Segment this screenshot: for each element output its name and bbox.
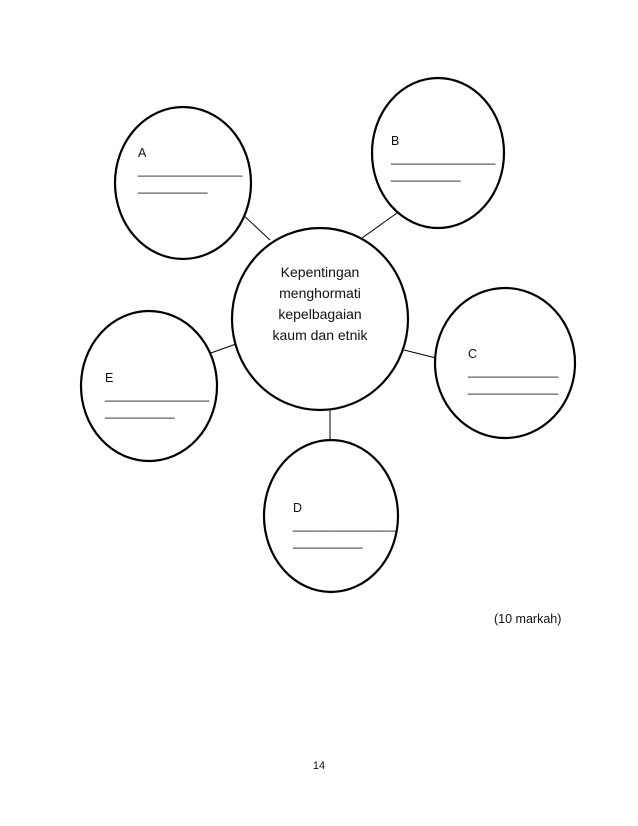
bubble-c-letter: C [468, 347, 478, 361]
connector-c [404, 350, 436, 358]
bubble-d-answer-line-2[interactable]: __________ [293, 535, 363, 549]
connector-e [208, 344, 236, 354]
bubble-b-answer-line-1[interactable]: _______________ [391, 151, 496, 165]
bubble-d [293, 500, 397, 551]
bubble-c-answer-line-2[interactable]: _____________ [468, 381, 559, 395]
bubble-c [468, 346, 558, 397]
bubble-d-letter: D [293, 501, 303, 515]
bubble-e-answer-line-1[interactable]: _______________ [105, 388, 210, 402]
page-number: 14 [312, 760, 326, 772]
connector-b [362, 213, 397, 238]
bubble-b [391, 133, 495, 184]
bubble-a-answer-line-2[interactable]: __________ [138, 180, 208, 194]
center-line-2: menghormati [279, 285, 361, 301]
bubble-b-answer-line-2[interactable]: __________ [391, 168, 461, 182]
bubble-e-letter: E [105, 371, 114, 385]
bubble-b-letter: B [391, 134, 400, 148]
bubble-e-answer-line-2[interactable]: __________ [105, 405, 175, 419]
bubble-e [105, 370, 209, 421]
bubble-a-answer-line-1[interactable]: _______________ [138, 163, 243, 177]
marks-label: (10 markah) [494, 612, 562, 626]
center-line-3: kepelbagaian [278, 306, 362, 322]
center-line-1: Kepentingan [280, 264, 360, 280]
bubble-d-answer-line-1[interactable]: _______________ [293, 518, 398, 532]
center-topic [250, 262, 390, 346]
bubble-a [138, 145, 242, 196]
bubble-a-letter: A [138, 146, 147, 160]
center-line-4: kaum dan etnik [272, 327, 368, 343]
bubble-c-answer-line-1[interactable]: _____________ [468, 364, 559, 378]
